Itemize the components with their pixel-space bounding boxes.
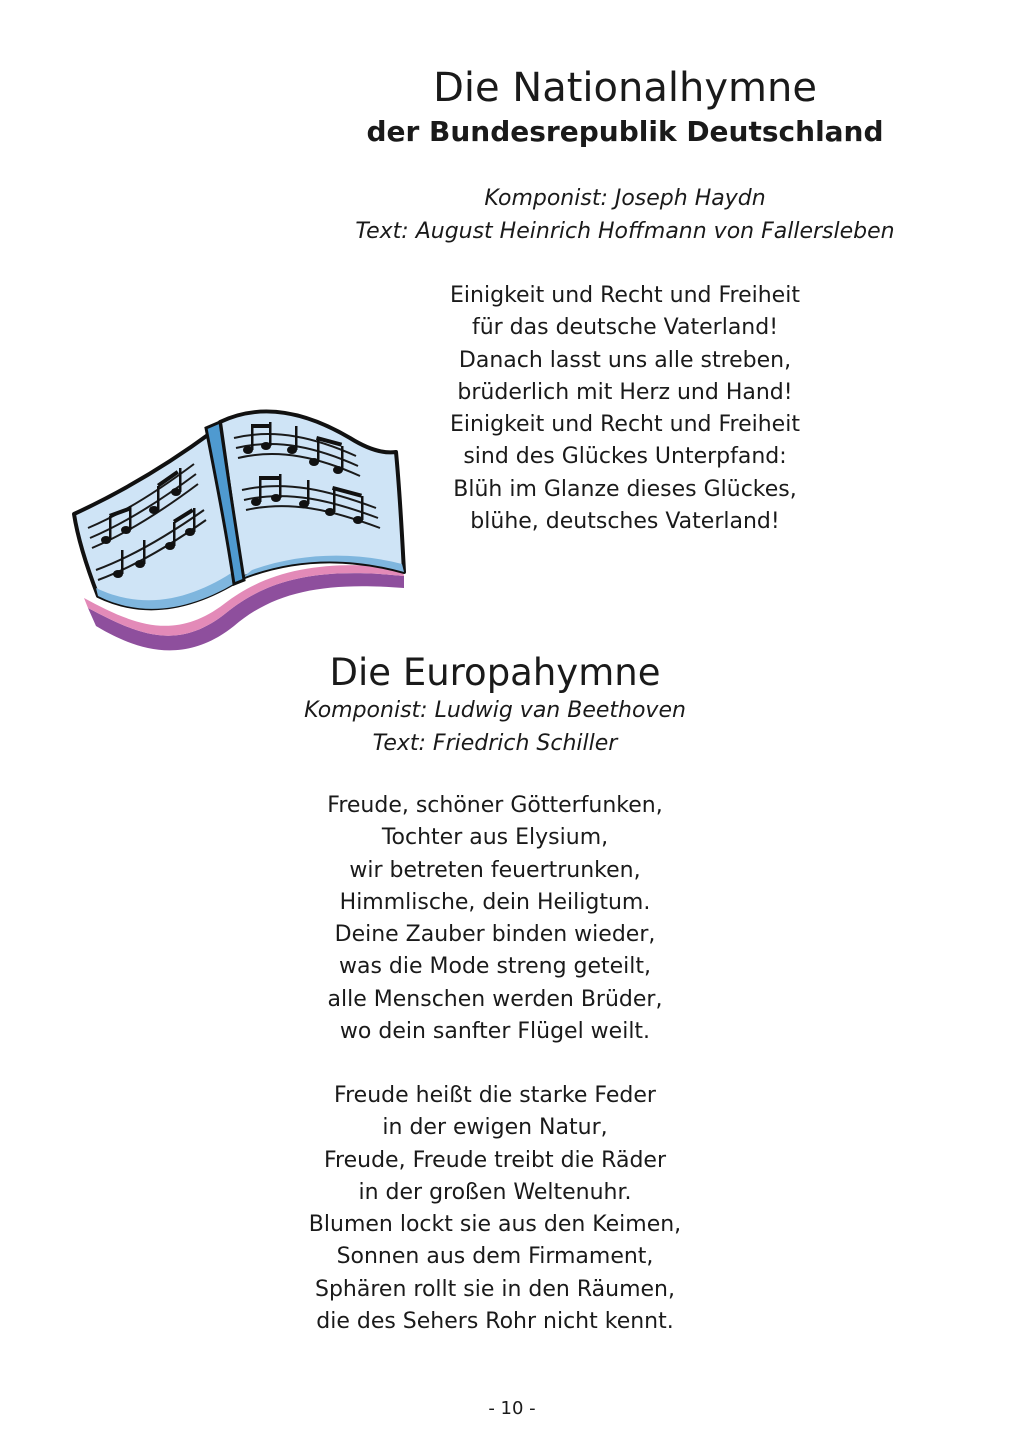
music-book-icon — [66, 398, 411, 666]
verse-line: alle Menschen werden Brüder, — [327, 986, 663, 1012]
european-anthem-verse-2 — [245, 1080, 745, 1338]
lyricist-credit: Text: Friedrich Schiller — [372, 731, 618, 756]
verse-line: in der großen Weltenuhr. — [358, 1179, 632, 1205]
european-anthem-verse-1 — [245, 790, 745, 1048]
verse-line: wo dein sanfter Flügel weilt. — [339, 1019, 651, 1045]
national-anthem-verse — [400, 280, 850, 538]
verse-line: für das deutsche Vaterland! — [471, 315, 779, 341]
verse-line: blühe, deutsches Vaterland! — [470, 509, 780, 535]
verse-line: brüderlich mit Herz und Hand! — [457, 379, 793, 405]
verse-line: Einigkeit und Recht und Freiheit — [450, 412, 800, 438]
verse-line: Sonnen aus dem Firmament, — [336, 1244, 654, 1270]
verse-line: Freude, schöner Götterfunken, — [327, 793, 663, 818]
lyricist-credit: Text: August Heinrich Hoffmann von Fallersleben — [355, 219, 895, 244]
national-anthem-title: Die Nationalhymne — [433, 65, 817, 111]
composer-credit: Komponist: Ludwig van Beethoven — [304, 698, 686, 723]
verse-line: Himmlische, dein Heiligtum. — [339, 889, 651, 915]
verse-line: wir betreten feuertrunken, — [349, 857, 641, 883]
verse-line: was die Mode streng geteilt, — [338, 954, 652, 980]
verse-line: Sphären rollt sie in den Räumen, — [315, 1276, 675, 1302]
verse-line: Blüh im Glanze dieses Glückes, — [453, 476, 797, 502]
national-anthem-credits — [330, 182, 920, 248]
verse-line: Freude, Freude treibt die Räder — [323, 1147, 667, 1173]
verse-line: sind des Glückes Unterpfand: — [463, 444, 787, 470]
verse-line: in der ewigen Natur, — [382, 1115, 608, 1141]
european-anthem-credits — [250, 694, 740, 760]
page-number: - 10 - — [488, 1398, 536, 1419]
national-anthem-subtitle: der Bundesrepublik Deutschland — [366, 115, 884, 148]
verse-line: Blumen lockt sie aus den Keimen, — [308, 1212, 682, 1238]
composer-credit: Komponist: Joseph Haydn — [484, 186, 766, 211]
verse-line: Tochter aus Elysium, — [381, 825, 609, 851]
verse-line: Freude heißt die starke Feder — [334, 1083, 656, 1108]
verse-line: Danach lasst uns alle streben, — [458, 347, 792, 373]
verse-line: Einigkeit und Recht und Freiheit — [450, 283, 800, 308]
verse-line: die des Sehers Rohr nicht kennt. — [316, 1309, 674, 1335]
verse-line: Deine Zauber binden wieder, — [334, 922, 656, 948]
european-anthem-title: Die Europahymne — [329, 651, 661, 694]
